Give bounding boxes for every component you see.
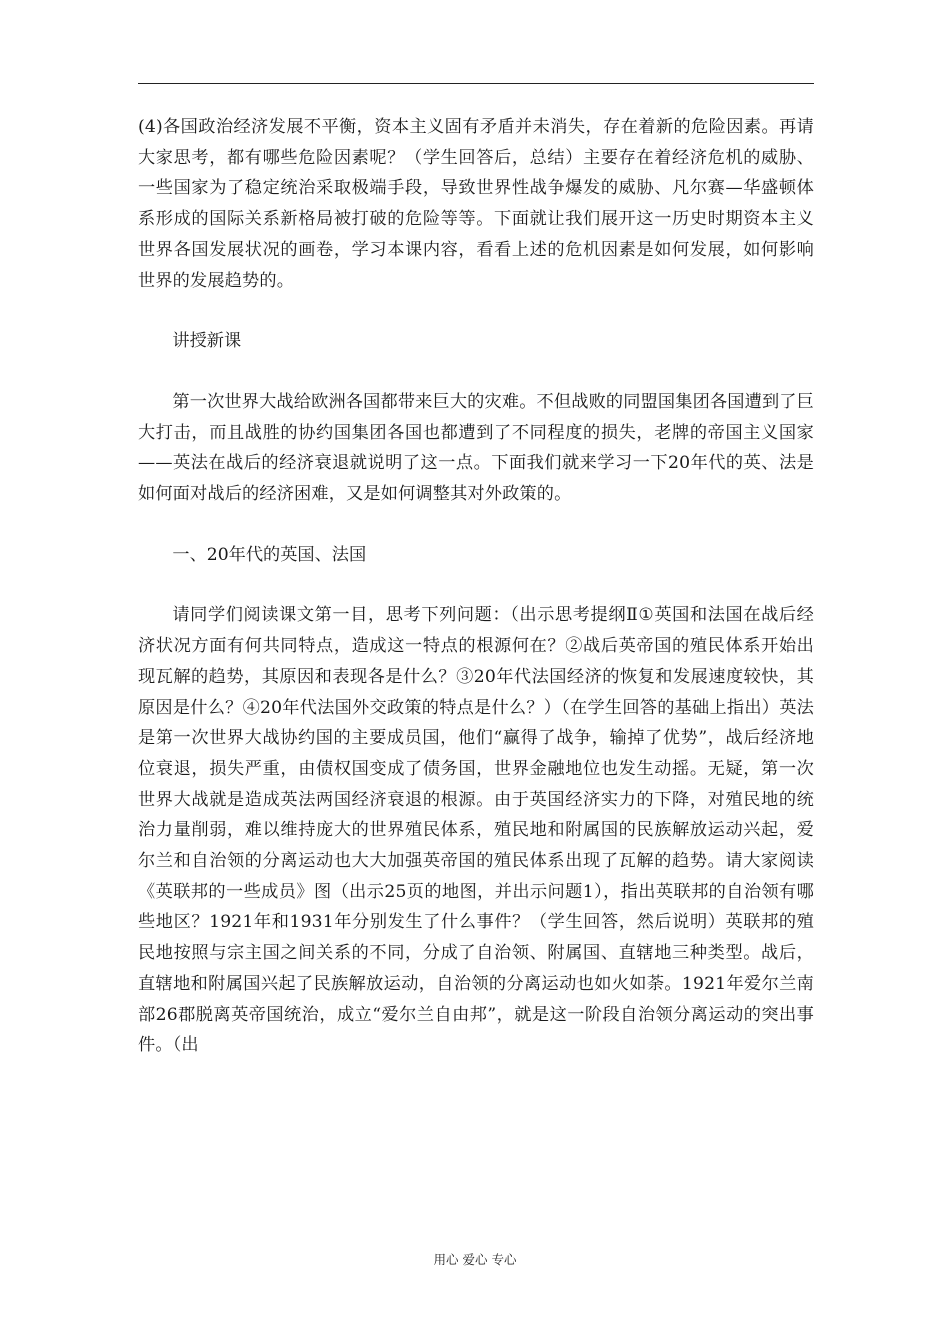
paragraph-ww1-impact: 第一次世界大战给欧洲各国都带来巨大的灾难。不但战败的同盟国集团各国遭到了巨大打击，而且战胜的协约国集团各国也都遭到了不同程度的损失，老牌的帝国主义国家——英法在战后的经济衰退就说明了这一点。下面我们就来学习一下20年代的英、法是如何面对战后的经济困难，又是如何调整其对外政策的。 bbox=[138, 391, 814, 505]
page-footer: 用心 爱心 专心 bbox=[433, 1252, 517, 1267]
header-rule bbox=[138, 83, 814, 84]
section-heading-new-lesson: 讲授新课 bbox=[172, 331, 242, 352]
paragraph-reading-questions: 请同学们阅读课文第一目，思考下列问题：（出示思考提纲Ⅱ①英国和法国在战后经济状况方面有何共同特点，造成这一特点的根源何在？②战后英帝国的殖民体系开始出现瓦解的趋势，其原因和表现各是什么？③20年代法国经济的恢复和发展速度较快，其原因是什么？④20年代法国外交政策的特点是什么？）（在学生回答的基础上指出）英法是第一次世界大战协约国的主要成员国，他们“赢得了战争，输掉了优势”，战后经济地位衰退，损失严重，由债权国变成了债务国，世界金融地位也发生动摇。无疑，第一次世界大战就是造成英法两国经济衰退的根源。由于英国经济实力的下降，对殖民地的统治力量削弱，难以维持庞大的世界殖民体系，殖民地和附属国的民族解放运动兴起，爱尔兰和自治领的分离运动也大大加强英帝国的殖民体系出现了瓦解的趋势。请大家阅读《英联邦的一些成员》图（出示25页的地图，并出示问题1），指出英联邦的自治领有哪些地区？1921年和1931年分别发生了什么事件？（学生回答，然后说明）英联邦的殖民地按照与宗主国之间关系的不同，分成了自治领、附属国、直辖地三种类型。战后，直辖地和附属国兴起了民族解放运动，自治领的分离运动也如火如荼。1921年爱尔兰南部26郡脱离英帝国统治，成立“爱尔兰自由邦”，就是这一阶段自治领分离运动的突出事件。（出 bbox=[138, 605, 814, 1056]
document-body bbox=[138, 112, 814, 1091]
paragraph-danger-factors: (4)各国政治经济发展不平衡，资本主义固有矛盾并未消失，存在着新的危险因素。再请大家思考，都有哪些危险因素呢？（学生回答后，总结）主要存在着经济危机的威胁、一些国家为了稳定统治采取极端手段，导致世界性战争爆发的威胁、凡尔赛—华盛顿体系形成的国际关系新格局被打破的危险等等。下面就让我们展开这一历史时期资本主义世界各国发展状况的画卷，学习本课内容，看看上述的危机因素是如何发展，如何影响世界的发展趋势的。 bbox=[138, 117, 814, 291]
section-heading-britain-france: 一、20年代的英国、法国 bbox=[172, 544, 367, 565]
